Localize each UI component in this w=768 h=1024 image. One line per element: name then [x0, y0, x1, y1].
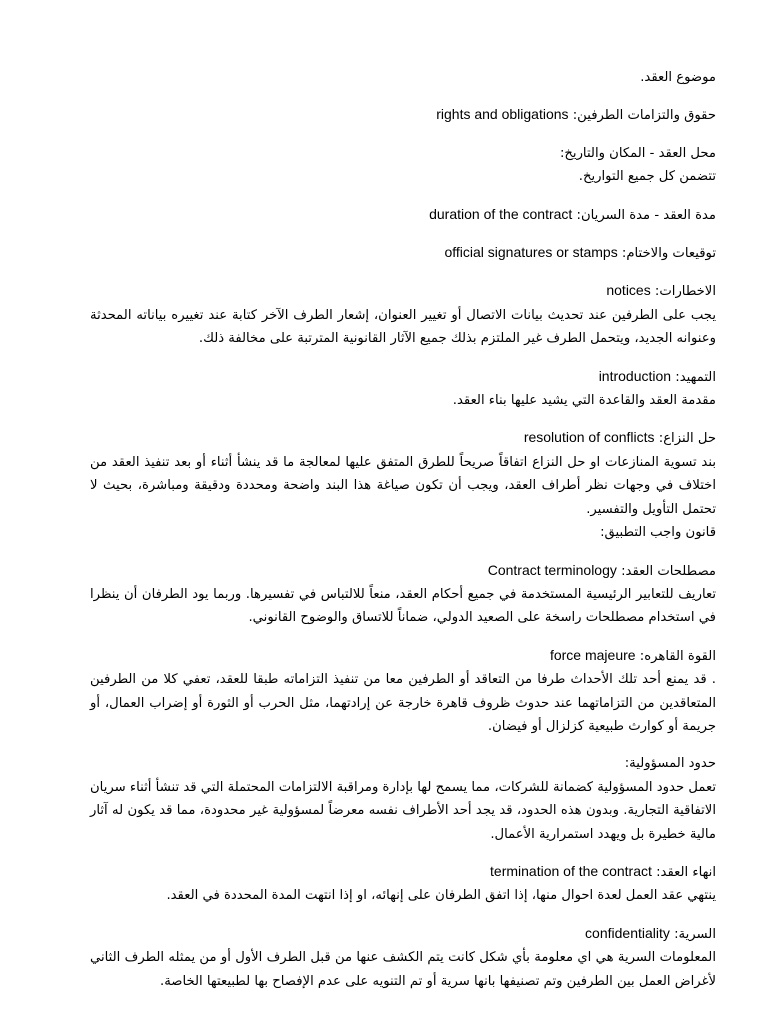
termination-body: ينتهي عقد العمل لعدة احوال منها، إذا اتفق الطرفان على إنهائه، او إذا انتهت المدة المحددة في العقد. [166, 888, 716, 904]
terminology-heading-ar: مصطلحات العقد: [621, 563, 716, 579]
signatures-section [90, 241, 716, 265]
place-date-section [90, 142, 716, 189]
place-date-body: تتضمن كل جميع التواريخ. [578, 169, 716, 185]
notices-section [90, 279, 716, 350]
rights-heading [90, 103, 716, 127]
notices-heading-ar: الاخطارات: [654, 284, 716, 300]
terminology-heading [90, 559, 716, 583]
force-majeure-heading [90, 644, 716, 668]
termination-heading [90, 860, 716, 884]
signatures-heading-en: official signatures or stamps [444, 244, 618, 261]
terminology-section [90, 559, 716, 630]
intro-heading [90, 365, 716, 389]
confidentiality-heading-en: confidentiality [585, 924, 670, 941]
termination-section [90, 860, 716, 908]
conflict-heading-en: resolution of conflicts [523, 429, 655, 446]
liability-body: تعمل حدود المسؤولية كضمانة للشركات، مما يسمح لها بإدارة ومراقبة الالتزامات المحتملة التي قد تنشأ أثناء سريان الاتفاقية التجارية. وبدون هذه الحدود، قد يجد أحد الأطراف نفسه معرضاً لمسؤولية غير محدودة، مما قد يكون له آثار مالية خطيرة بل ويهدد استمرارية الأعمال. [90, 779, 716, 842]
confidentiality-heading [90, 922, 716, 946]
place-date-heading: محل العقد - المكان والتاريخ: [559, 145, 716, 161]
duration-section [90, 203, 716, 227]
rights-heading-en: rights and obligations [436, 106, 569, 123]
conflict-body: بند تسوية المنازعات او حل النزاع اتفاقاً صريحاً للطرق المتفق عليها لمعالجة ما قد ينشأ أثناء أو بعد تنفيذ العقد من اختلاف في وجهات نظر أطراف العقد، ويجب أن تكون صياغة هذا البند واضحة ومحددة ودقيقة ومباشرة، بحيث لا تحتمل التأويل والتفسير. [90, 454, 716, 517]
duration-heading [90, 203, 716, 227]
intro-body: مقدمة العقد والقاعدة التي يشيد عليها بناء العقد. [452, 393, 716, 409]
signatures-heading-ar: توقيعات والاختام: [621, 246, 716, 262]
force-majeure-heading-en: force majeure [549, 646, 636, 663]
conflict-heading-ar: حل النزاع: [658, 431, 716, 447]
conflict-heading [90, 426, 716, 450]
termination-heading-ar: انهاء العقد: [656, 864, 716, 880]
intro-heading-en: introduction [598, 367, 672, 384]
duration-heading-ar: مدة العقد - مدة السريان: [576, 207, 716, 223]
notices-body: يجب على الطرفين عند تحديث بيانات الاتصال أو تغيير العنوان، إشعار الطرف الآخر كتابة عند تغييره بياناته المحدثة وعنوانه الجديد، ويتحمل الطرف غير الملتزم بذلك جميع الآثار القانونية المترتبة على مخالفة ذلك. [90, 307, 716, 347]
applicable-law-line: قانون واجب التطبيق: [600, 525, 716, 541]
rights-section [90, 103, 716, 127]
conflict-section [90, 426, 716, 544]
terminology-body: تعاريف للتعابير الرئيسية المستخدمة في جميع أحكام العقد، منعاً للالتباس في تفسيرها. وربما يود الطرفان أن ينظرا في استخدام مصطلحات راسخة على الصعيد الدولي، ضماناً للاتساق والوضوح القانوني. [90, 586, 716, 626]
notices-heading [90, 279, 716, 303]
confidentiality-section [90, 922, 716, 993]
liability-section [90, 752, 716, 846]
force-majeure-section [90, 644, 716, 739]
subject-line: موضوع العقد. [640, 70, 716, 85]
confidentiality-body: المعلومات السرية هي اي معلومة بأي شكل كانت يتم الكشف عنها من قبل الطرف الأول أو من يمثله الطرف الثاني لأغراض العمل بين الطرفين وتم تصنيفها بانها سرية أو تم التنويه على عدم الإفصاح بها لطبيعتها الخاصة. [90, 950, 716, 989]
terminology-heading-en: Contract terminology [487, 561, 617, 578]
termination-heading-en: termination of the contract [490, 862, 652, 879]
confidentiality-heading-ar: السرية: [674, 926, 716, 942]
intro-section [90, 365, 716, 413]
signatures-heading [90, 241, 716, 265]
force-majeure-body: . قد يمنع أحد تلك الأحداث طرفا من التعاقد أو الطرفين معا من تنفيذ التزاماته طبقا للعقد، تعفي كلا من الطرفين المتعاقدين من التزاماتهما عند حدوث ظروف قاهرة خارجة عن إرادتهما، مثل الحرب أو الثورة أو إضراب العمال، أو جريمة أو كوارث طبيعية كزلزال أو فيضان. [90, 672, 716, 734]
rights-heading-ar: حقوق والتزامات الطرفين: [572, 108, 716, 124]
force-majeure-heading-ar: القوة القاهره: [639, 648, 716, 664]
liability-heading: حدود المسؤولية: [624, 756, 716, 772]
subject-section [90, 66, 716, 89]
duration-heading-en: duration of the contract [429, 205, 573, 222]
intro-heading-ar: التمهيد: [675, 369, 716, 385]
notices-heading-en: notices [606, 282, 651, 299]
